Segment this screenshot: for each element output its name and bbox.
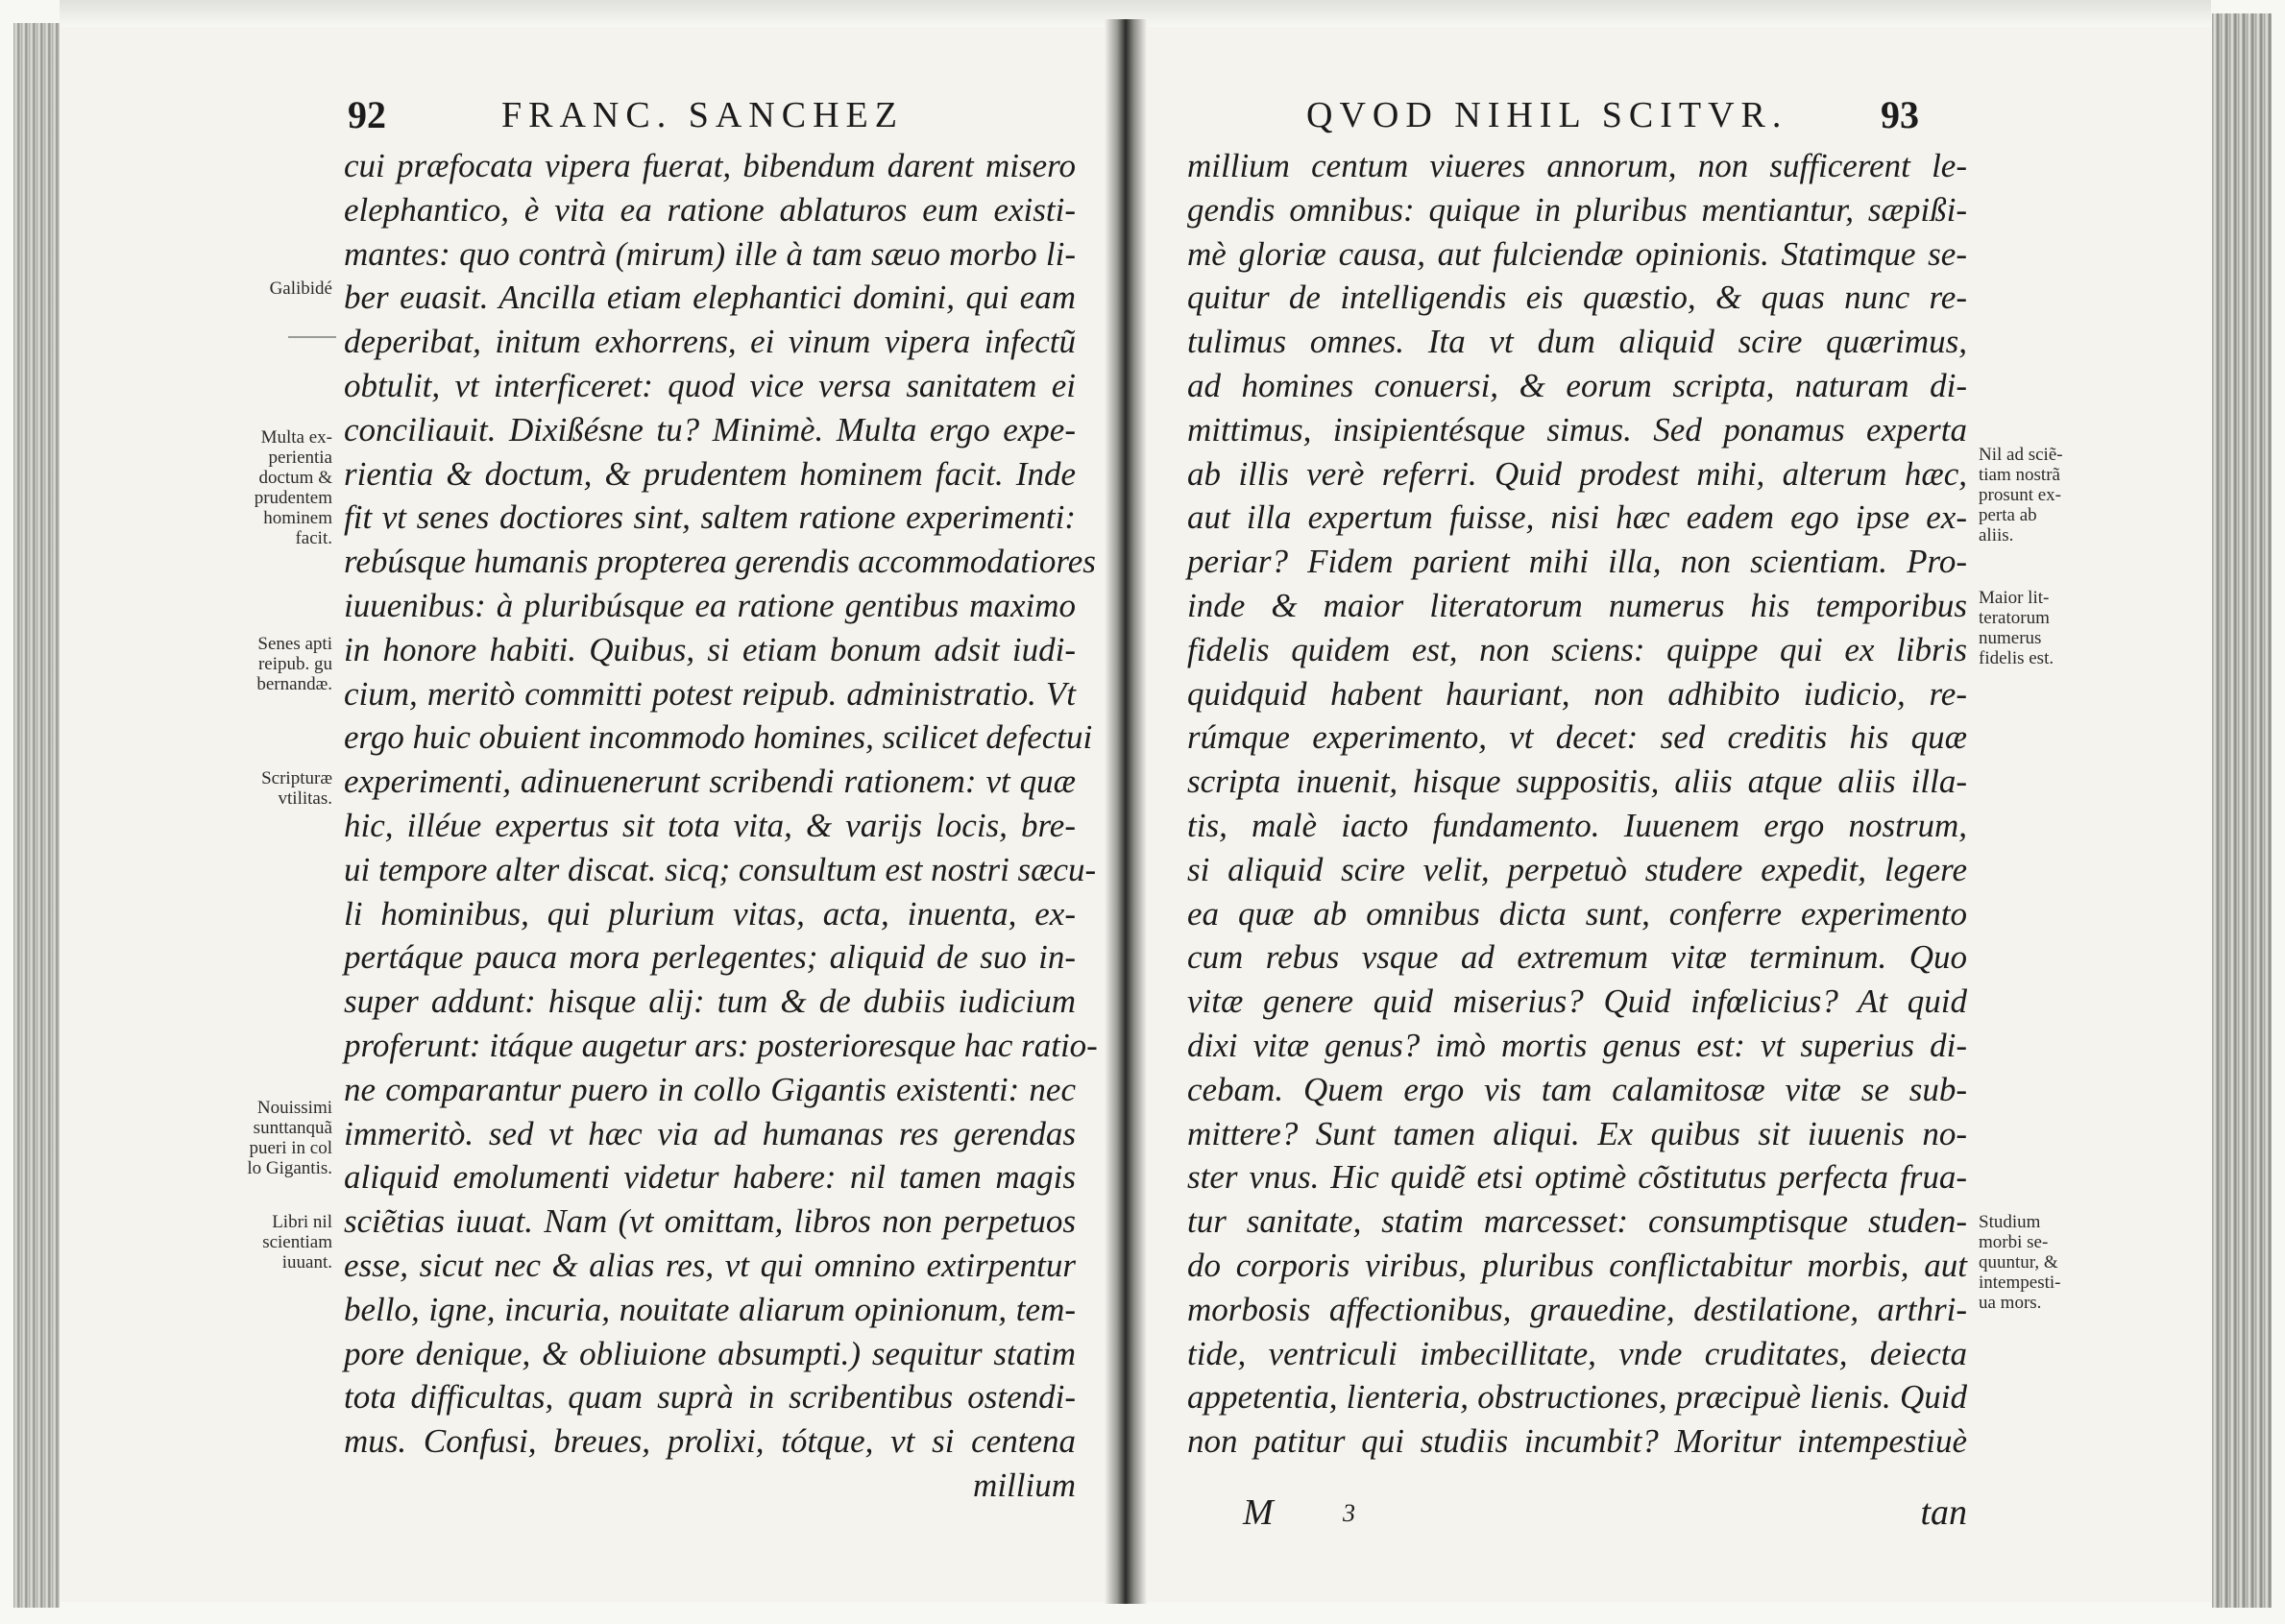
margin-note-line: reipub. gu <box>257 654 332 674</box>
text-line: immeritò. sed vt hæc via ad humanas res gerendas <box>344 1114 1076 1152</box>
margin-note <box>192 1098 332 1178</box>
margin-note-line: hominem <box>263 508 332 528</box>
margin-note-line: Galibidé <box>269 279 332 299</box>
left-running-head: FRANC. SANCHEZ <box>501 95 904 135</box>
text-line: appetentia, lienteria, obstructiones, præcipuè lienis. Quid <box>1187 1378 1967 1417</box>
text-line: ne comparantur puero in collo Gigantis existenti: nec <box>344 1070 1076 1108</box>
margin-note-line: Nouissimi <box>256 1098 332 1118</box>
book-gutter <box>1105 19 1147 1604</box>
left-page-number: 92 <box>348 93 386 136</box>
text-line: ber euasit. Ancilla etiam elephantici domini, qui eam <box>344 279 1076 317</box>
margin-note-line: teratorum <box>1979 608 2050 628</box>
text-line: do corporis viribus, pluribus conflictabitur morbis, aut <box>1187 1246 1967 1284</box>
signature-mark: M <box>1243 1492 1274 1533</box>
text-line: pertáque pauca mora perlegentes; aliquid de suo in- <box>344 938 1076 977</box>
text-line: ea quæ ab omnibus dicta sunt, conferre experimento <box>1187 894 1967 933</box>
margin-note <box>192 768 332 809</box>
text-line: elephantico, è vita ea ratione ablaturos eum existi- <box>344 190 1076 229</box>
left-page-body <box>344 144 1098 1508</box>
margin-note-line: Scripturæ <box>261 768 332 788</box>
margin-note-line: lo Gigantis. <box>247 1158 332 1178</box>
signature-line <box>1187 1491 1967 1539</box>
text-line: rebúsque humanis propterea gerendis accommodatiores <box>344 543 1096 581</box>
text-line: iuuenibus: à pluribúsque ea ratione gentibus maximo <box>344 586 1076 624</box>
text-line: ui tempore alter discat. sicq; consultum est nostri sæcu- <box>344 850 1097 888</box>
text-line: tulimus omnes. Ita vt dum aliquid scire quærimus, <box>1187 323 1967 361</box>
text-line: inde & maior literatorum numerus his temporibus <box>1187 586 1967 624</box>
margin-note-line: pueri in col <box>249 1138 332 1158</box>
margin-note-line: scientiam <box>262 1232 332 1252</box>
text-line: vitæ genere quid miserius? Quid infœlicius? At quid <box>1187 982 1967 1021</box>
right-running-head: QVOD NIHIL SCITVR. <box>1306 95 1788 135</box>
margin-note <box>1979 588 2103 668</box>
margin-note-line: Maior lit- <box>1979 588 2050 608</box>
text-line: tide, ventriculi imbecillitate, vnde cruditates, deiecta <box>1187 1334 1967 1372</box>
margin-note-line: prudentem <box>254 488 332 508</box>
text-line: cui præfocata vipera fuerat, bibendum darent misero <box>344 147 1076 184</box>
margin-note-line: intempesti- <box>1979 1273 2061 1293</box>
catchword: millium <box>973 1466 1076 1504</box>
text-line: periar? Fidem parient mihi illa, non scientiam. Pro- <box>1187 543 1967 581</box>
text-line: cium, meritò committi potest reipub. administratio. Vt <box>344 674 1076 713</box>
margin-note <box>192 427 332 548</box>
text-line: deperibat, initum exhorrens, ei vinum vipera infectũ <box>344 323 1076 361</box>
text-line: mittere? Sunt tamen aliqui. Ex quibus sit iuuenis no- <box>1187 1114 1967 1152</box>
text-line: tis, malè iacto fundamento. Iuuenem ergo nostrum, <box>1187 806 1967 844</box>
text-line: mè gloriæ causa, aut fulciendæ opinionis. Statimque se- <box>1187 234 1967 273</box>
margin-note-line: ua mors. <box>1979 1293 2042 1313</box>
margin-note <box>1979 445 2103 545</box>
margin-note-line: fidelis est. <box>1979 648 2054 668</box>
text-line: quitur de intelligendis eis quæstio, & quas nunc re- <box>1187 279 1967 317</box>
text-line: quidquid habent hauriant, non adhibito iudicio, re- <box>1187 674 1967 713</box>
text-line: fidelis quidem est, non sciens: quippe qui ex libris <box>1187 630 1967 668</box>
printer-mark <box>288 336 336 338</box>
right-page-number: 93 <box>1881 93 1919 136</box>
text-line: gendis omnibus: quique in pluribus mentiantur, sæpißi- <box>1187 190 1967 229</box>
margin-note-line: bernandæ. <box>256 674 332 694</box>
text-line: mittimus, insipientésque simus. Sed ponamus experta <box>1187 410 1967 448</box>
left-page-edges <box>13 23 60 1608</box>
margin-note-line: Multa ex- <box>260 427 332 448</box>
margin-note-line: iuuant. <box>281 1252 332 1273</box>
margin-note-line: perientia <box>268 448 332 468</box>
text-line: proferunt: itáque augetur ars: posterioresque hac ratio- <box>344 1026 1098 1064</box>
text-line: ad homines conuersi, & eorum scripta, naturam di- <box>1187 366 1967 404</box>
margin-note-line: tiam nostrã <box>1979 465 2060 485</box>
margin-note-line: aliis. <box>1979 525 2014 545</box>
text-line: super addunt: hisque alij: tum & de dubiis iudicium <box>344 982 1076 1021</box>
text-line: aliquid emolumenti videtur habere: nil tamen magis <box>344 1158 1076 1197</box>
text-line: conciliauit. Dixißésne tu? Minimè. Multa ergo expe- <box>344 410 1076 448</box>
text-line: aut illa expertum fuisse, nisi hæc eadem ego ipse ex- <box>1187 498 1967 537</box>
text-line: pore denique, & obliuione absumpti.) sequitur statim <box>344 1334 1076 1372</box>
text-line: li hominibus, qui plurium vitas, acta, inuenta, ex- <box>344 894 1076 933</box>
margin-note-line: facit. <box>295 528 332 548</box>
text-line: fit vt senes doctiores sint, saltem ratione experimenti: <box>344 498 1076 537</box>
text-line: cum rebus vsque ad extremum vitæ terminum. Quo <box>1187 938 1967 977</box>
text-line: dixi vitæ genus? imò mortis genus est: vt superius di- <box>1187 1026 1967 1064</box>
margin-note-line: doctum & <box>258 468 332 488</box>
text-line: si aliquid scire velit, perpetuò studere expedit, legere <box>1187 850 1967 888</box>
text-line: ergo huic obuient incommodo homines, scilicet defectui <box>344 718 1093 757</box>
text-line: obtulit, vt interficeret: quod vice versa sanitatem ei <box>344 366 1076 404</box>
text-line: experimenti, adinuenerunt scribendi rationem: vt quæ <box>344 763 1076 801</box>
text-line: esse, sicut nec & alias res, vt qui omnino extirpentur <box>344 1246 1076 1284</box>
margin-note-line: Libri nil <box>272 1212 332 1232</box>
margin-note <box>192 1212 332 1273</box>
margin-note-line: perta ab <box>1979 505 2037 525</box>
text-line: hic, illéue expertus sit tota vita, & varijs locis, bre- <box>344 806 1076 844</box>
margin-note-line: numerus <box>1979 628 2042 648</box>
text-line: millium centum viueres annorum, non sufficerent le- <box>1187 147 1967 184</box>
text-line: tur sanitate, statim marcesset: consumptisque studen- <box>1187 1202 1967 1241</box>
margin-note <box>192 279 332 299</box>
text-line: scripta inuenit, hisque suppositis, aliis atque aliis illa- <box>1187 763 1967 801</box>
catchword: tan <box>1920 1492 1967 1533</box>
margin-note-line: prosunt ex- <box>1979 485 2062 505</box>
text-line: mus. Confusi, breues, prolixi, tótque, vt si centena <box>344 1422 1076 1461</box>
text-line: rientia & doctum, & prudentem hominem facit. Inde <box>344 454 1076 493</box>
margin-note-line: vtilitas. <box>278 788 332 809</box>
signature-number: 3 <box>1343 1499 1355 1527</box>
right-page-body <box>1187 144 1967 1464</box>
margin-note-line: morbi se- <box>1979 1232 2049 1252</box>
margin-note-line: Studium <box>1979 1212 2041 1232</box>
text-line: non patitur qui studiis incumbit? Moritur intempestiuè <box>1187 1422 1967 1461</box>
margin-note-line: Nil ad sciẽ- <box>1979 445 2063 465</box>
text-line: ab illis verè referri. Quid prodest mihi, alterum hæc, <box>1187 454 1967 493</box>
margin-note <box>1979 1212 2103 1313</box>
right-page-edges <box>2212 13 2272 1608</box>
margin-note-line: quuntur, & <box>1979 1252 2058 1273</box>
text-line: mantes: quo contrà (mirum) ille à tam sæuo morbo li- <box>344 234 1076 273</box>
text-line: ster vnus. Hic quidẽ etsi optimè cõstitutus perfecta frua- <box>1187 1158 1967 1197</box>
text-line: sciẽtias iuuat. Nam (vt omittam, libros non perpetuos <box>344 1202 1076 1241</box>
margin-note-line: sunttanquã <box>253 1118 332 1138</box>
text-line: rúmque experimento, vt decet: sed creditis his quæ <box>1187 718 1967 757</box>
text-line: bello, igne, incuria, nouitate aliarum opinionum, tem- <box>344 1290 1076 1328</box>
text-line: tota difficultas, quam suprà in scribentibus ostendi- <box>344 1378 1076 1417</box>
margin-note-line: Senes apti <box>257 634 332 654</box>
text-line: cebam. Quem ergo vis tam calamitosæ vitæ se sub- <box>1187 1070 1967 1108</box>
margin-note <box>192 634 332 694</box>
text-line: in honore habiti. Quibus, si etiam bonum adsit iudi- <box>344 630 1076 668</box>
text-line: morbosis affectionibus, grauedine, destilatione, arthri- <box>1187 1290 1967 1328</box>
